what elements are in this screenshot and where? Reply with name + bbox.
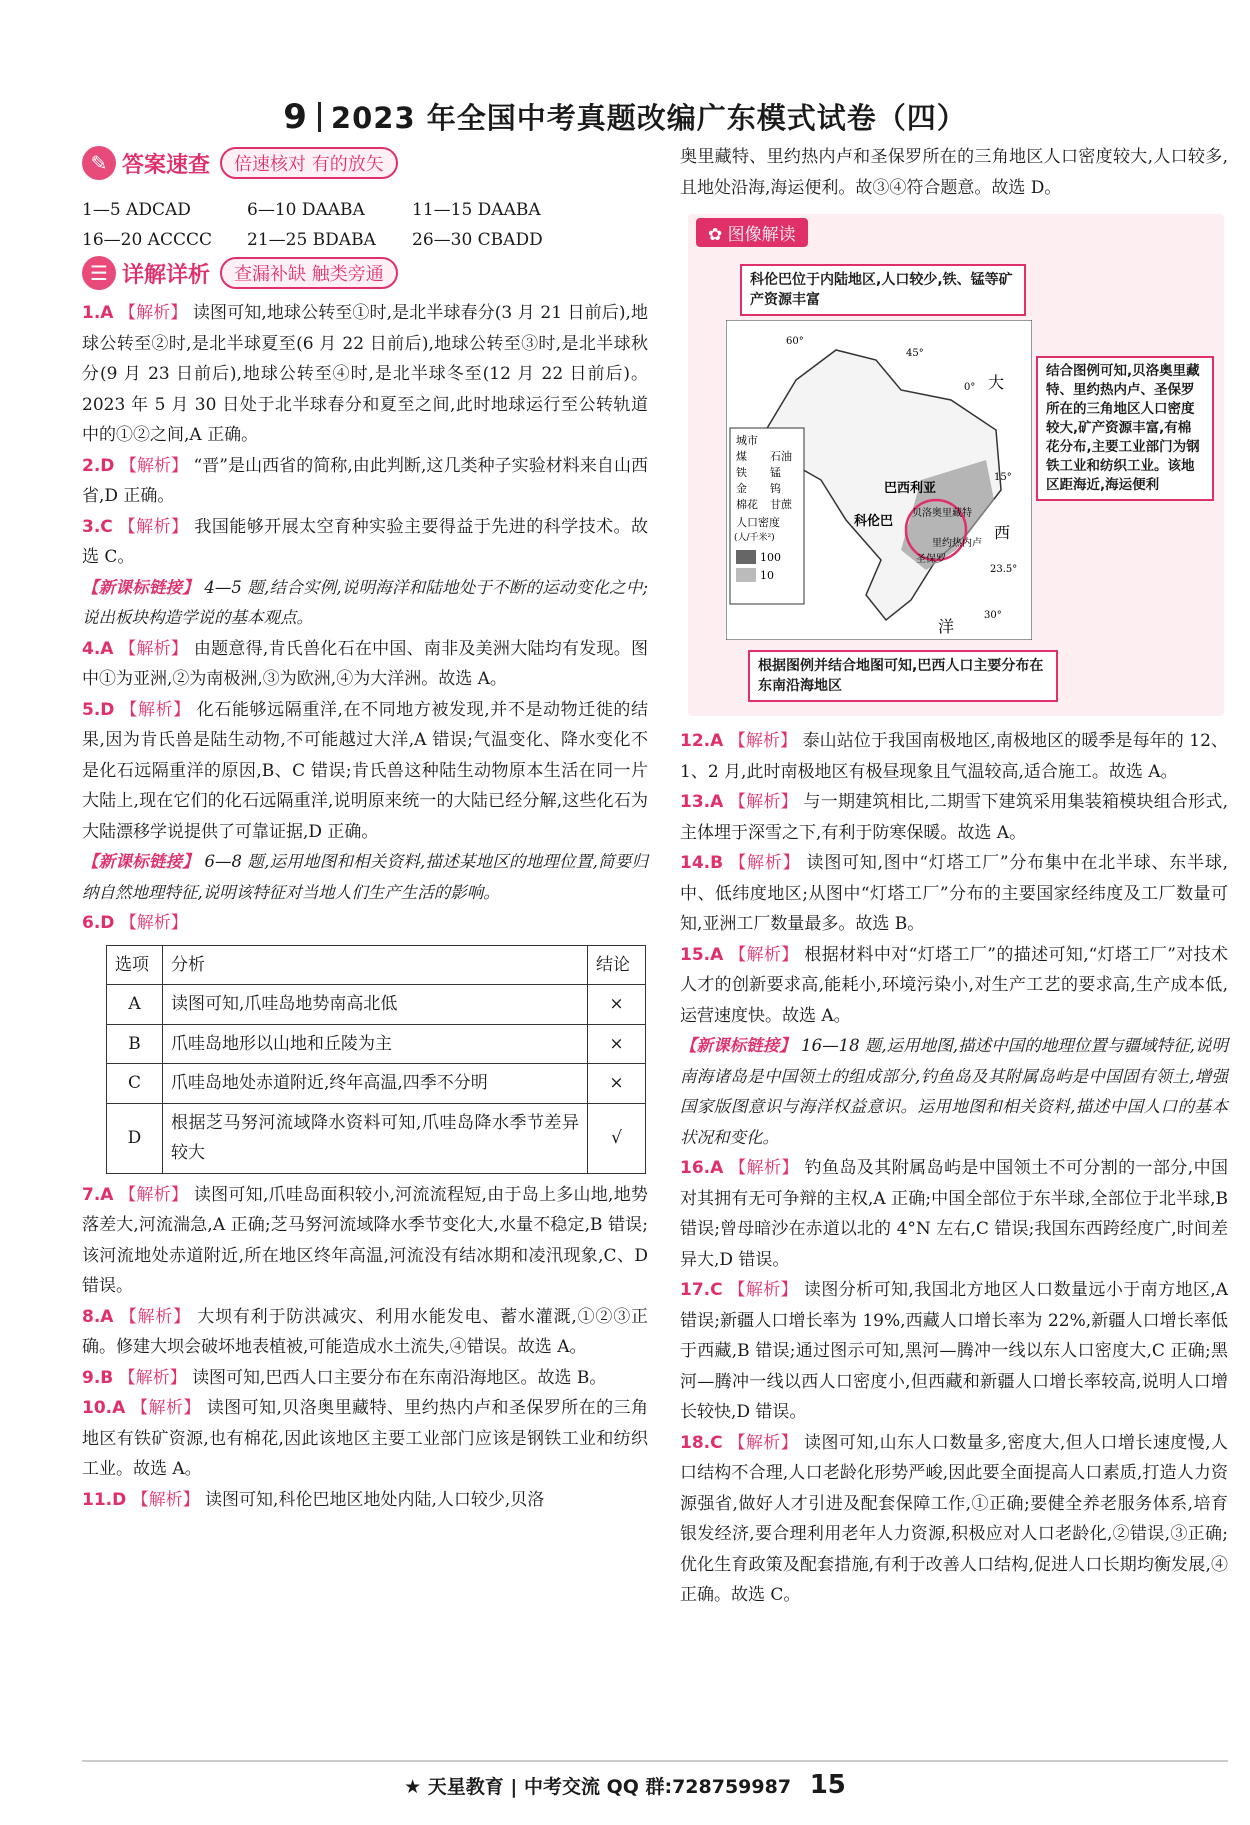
page-title: 9 2023 年全国中考真题改编广东模式试卷（四） (283, 97, 967, 137)
svg-text:30°: 30° (984, 610, 1002, 621)
footer: ★ 天星教育 | 中考交流 QQ 群:728759987 15 (404, 1770, 846, 1800)
label-yang: 洋 (938, 617, 955, 636)
q18: 18.C 【解析】 读图可知,山东人口数量多,密度大,但人口增长速度慢,人口结构不合理,人口老龄化形势严峻,因此要全面提高人口素质,打造人力资源强省,做好人才引进及配套保障工作,①正确;要健全养老服务体系,培育银发经济,要合理利用老年人力资源,积极应对人口老龄化,②错误,③正确;优化生育政策及配套措施,有利于改善人口结构,促进人口长期均衡发展,④正确。故选 C。 (680, 1432, 1228, 1605)
label-sp: 圣保罗 (916, 554, 946, 565)
callout-triangle: 结合图例可知,贝洛奥里藏特、里约热内卢、圣保罗所在的三角地区人口密度较大,矿产资源丰富,有棉花分布,主要工业部门为钢铁工业和纺织工业。该地区距海近,海运便利 (1036, 356, 1214, 501)
q13: 13.A 【解析】 与一期建筑相比,二期雪下建筑采用集装箱模块组合形式,主体埋于深雪之下,有利于防寒保暖。故选 A。 (680, 792, 1229, 843)
svg-text:15°: 15° (994, 472, 1012, 483)
answer-key: 1—5 ADCAD 6—10 DAABA 11—15 DAABA 16—20 ACCCC 21—25 BDABA 26—30 CBADD (82, 200, 543, 250)
svg-text:23.5°: 23.5° (990, 564, 1018, 575)
right-top: 奥里藏特、里约热内卢和圣保罗所在的三角地区人口密度较大,人口较多,且地处沿海,海运便利。故③④符合题意。故选 D。 (680, 147, 1228, 198)
q3: 3.C 【解析】 我国能够开展太空育种实验主要得益于先进的科学技术。故选 C。 (82, 516, 649, 567)
table-row: B 爪哇岛地形以山地和丘陵为主 × (107, 1024, 646, 1064)
svg-text:100: 100 (760, 551, 781, 564)
table-row: C 爪哇岛地处赤道附近,终年高温,四季不分明 × (107, 1064, 646, 1104)
q11: 11.D 【解析】 读图可知,科伦巴地区地处内陆,人口较少,贝洛 (82, 1489, 545, 1510)
callout-population: 根据图例并结合地图可知,巴西人口主要分布在东南沿海地区 (748, 650, 1058, 702)
link-3: 【新课标链接】 16—18 题,运用地图,描述中国的地理位置与疆域特征,说明南海诸岛是中国领土的组成部分,钓鱼岛及其附属岛屿是中国固有领土,增强国家版图意识与海洋权益意识。运用地图和相关资料,描述中国人口的基本状况和变化。 (680, 1036, 1228, 1147)
svg-text:10: 10 (760, 569, 774, 582)
page-number: 15 (809, 1770, 846, 1800)
svg-text:(人/千米²): (人/千米²) (734, 533, 775, 543)
q15: 15.A 【解析】 根据材料中对“灯塔工厂”的描述可知,“灯塔工厂”对技术人才的创新要求高,能耗小,环境污染小,对生产工艺的要求高,生产成本低,运营速度快。故选 A。 (680, 944, 1229, 1026)
svg-text:棉花: 棉花 (736, 498, 758, 511)
label-corumba: 科伦巴 (854, 514, 894, 529)
callout-corumba: 科伦巴位于内陆地区,人口较少,铁、锰等矿产资源丰富 (740, 264, 1026, 316)
q7: 7.A 【解析】 读图可知,爪哇岛面积较小,河流流程短,由于岛上多山地,地势落差大,河流湍急,A 正确;芝马努河流域降水季节变化大,水量不稳定,B 错误;该河流地处赤道附近,所在地区终年高温,河流没有结冰期和凌汛现象,C、D 错误。 (82, 1184, 648, 1296)
clipboard-icon: ☰ (82, 256, 116, 290)
link-2: 【新课标链接】 6—8 题,运用地图和相关资料,描述某地区的地理位置,简要归纳自然地理特征,说明该特征对当地人们生产生活的影响。 (82, 852, 648, 902)
svg-text:城市: 城市 (736, 434, 758, 447)
q17: 17.C 【解析】 读图分析可知,我国北方地区人口数量远小于南方地区,A 错误;新疆人口增长率为 19%,西藏人口增长率为 22%,新疆人口增长率低于西藏,B 错误;通过图示可知,黑河—腾冲一线以东人口密度大,C 正确;黑河—腾冲一线以西人口密度小,但西藏和新疆人口增长率较高,说明人口增长较快,D 错误。 (680, 1280, 1229, 1422)
label-bh: 贝洛奥里藏特 (912, 508, 972, 519)
svg-text:钨: 钨 (770, 482, 781, 495)
left-column (82, 298, 648, 1515)
label-rio: 里约热内卢 (932, 538, 982, 549)
q1: 1.A 【解析】 读图可知,地球公转至①时,是北半球春分(3 月 21 日前后),地球公转至②时,是北半球夏至(6 月 22 日前后),地球公转至③时,是北半球秋分(9 月 23 日前后),地球公转至④时,是北半球冬至(12 月 22 日前后)。2023 年 5 月 30 日处于北半球春分和夏至之间,此时地球运行至公转轨道中的①②之间,A 正确。 (82, 303, 648, 445)
svg-text:45°: 45° (906, 348, 924, 359)
q10: 10.A 【解析】 读图可知,贝洛奥里藏特、里约热内卢和圣保罗所在的三角地区有铁矿资源,也有棉花,因此该地区主要工业部门应该是钢铁工业和纺织工业。故选 A。 (82, 1398, 649, 1479)
svg-text:煤: 煤 (736, 450, 747, 463)
label-xi: 西 (994, 523, 1011, 542)
label-da: 大 (988, 373, 1005, 392)
svg-text:铁: 铁 (736, 466, 747, 479)
svg-text:60°: 60° (786, 336, 804, 347)
detail-banner: ☰ 详解详析 查漏补缺 触类旁通 (82, 256, 398, 290)
q6: 6.D 【解析】 (82, 913, 188, 933)
table-row: D 根据芝马努河流域降水资料可知,爪哇岛降水季节差异较大 √ (107, 1103, 646, 1173)
svg-text:0°: 0° (964, 382, 976, 393)
footer-rule (82, 1760, 1228, 1762)
answer-banner: ✎ 答案速查 倍速核对 有的放矢 (82, 146, 398, 180)
map-header: ✿ 图像解读 (696, 218, 808, 247)
q9: 9.B 【解析】 读图可知,巴西人口主要分布在东南沿海地区。故选 B。 (82, 1367, 607, 1388)
label-brasilia: 巴西利亚 (884, 481, 937, 496)
q16: 16.A 【解析】 钓鱼岛及其附属岛屿是中国领土不可分割的一部分,中国对其拥有无可争辩的主权,A 正确;中国全部位于东半球,全部位于北半球,B 错误;曾母暗沙在赤道以北的 4°N 左右,C 错误;我国东西跨经度广,时间差异大,D 错误。 (680, 1158, 1229, 1270)
svg-text:人口密度: 人口密度 (736, 516, 780, 529)
q8: 8.A 【解析】 大坝有利于防洪减灾、利用水能发电、蓄水灌溉,①②③正确。修建大坝会破坏地表植被,可能造成水土流失,④错误。故选 A。 (82, 1306, 649, 1357)
svg-text:金: 金 (736, 482, 747, 495)
q14: 14.B 【解析】 读图可知,图中“灯塔工厂”分布集中在北半球、东半球,中、低纬度地区;从图中“灯塔工厂”分布的主要国家经纬度及工厂数量可知,亚洲工厂数量最多。故选 B。 (680, 853, 1229, 934)
brazil-map (726, 320, 1032, 640)
q4: 4.A 【解析】 由题意得,肯氏兽化石在中国、南非及美洲大陆均有发现。图中①为亚洲,②为南极洲,③为欧洲,④为大洋洲。故选 A。 (82, 638, 649, 689)
answer-icon: ✎ (82, 146, 116, 180)
right-column (680, 726, 1228, 1611)
q2: 2.D 【解析】 “晋”是山西省的简称,由此判断,这几类种子实验材料来自山西省,D 正确。 (82, 455, 648, 506)
link-1: 【新课标链接】 4—5 题,结合实例,说明海洋和陆地处于不断的运动变化之中;说出板块构造学说的基本观点。 (82, 577, 648, 627)
star-icon: ★ (404, 1776, 422, 1798)
svg-text:石油: 石油 (770, 450, 792, 463)
q12: 12.A 【解析】 泰山站位于我国南极地区,南极地区的暖季是每年的 12、1、2 月,此时南极地区有极昼现象且气温较高,适合施工。故选 A。 (680, 731, 1228, 782)
svg-text:锰: 锰 (770, 466, 781, 479)
q6-table: 选项 分析 结论 A 读图可知,爪哇岛地势南高北低 × B 爪哇岛地形以山地和丘陵为主 × C 爪哇岛地处赤道附近,终年高温,四季不分明 × D 根据芝马努河流域降水资料可知,爪哇岛降水季节差异较大 √ (106, 945, 646, 1174)
map-legend (730, 428, 804, 604)
svg-text:甘蔗: 甘蔗 (770, 498, 792, 511)
table-row: A 读图可知,爪哇岛地势南高北低 × (107, 985, 646, 1025)
q5: 5.D 【解析】 化石能够远隔重洋,在不同地方被发现,并不是动物迁徙的结果,因为肯氏兽是陆生动物,不可能越过大洋,A 错误;气温变化、降水变化不是化石远隔重洋的原因,B、C 错误;肯氏兽这种陆生动物原本生活在同一片大陆上,现在它们的化石远隔重洋,说明原来统一的大陆已经分解,这些化石为大陆漂移学说提供了可靠证据,D 正确。 (82, 699, 648, 842)
